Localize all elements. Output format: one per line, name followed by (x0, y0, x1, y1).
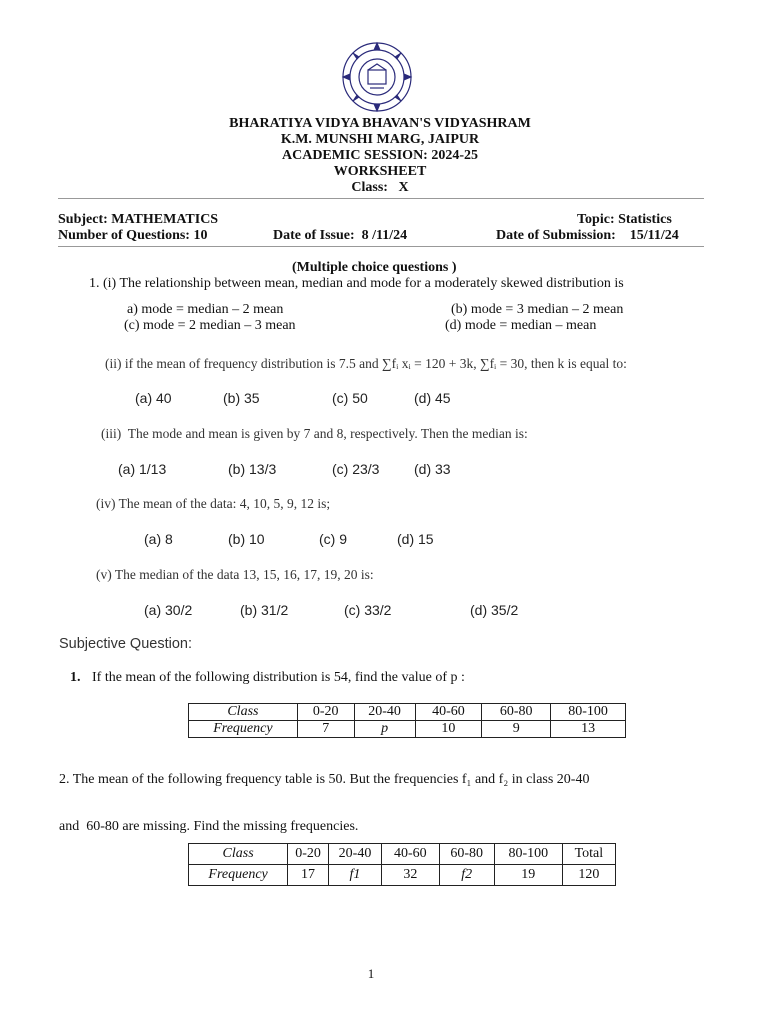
school-name: BHARATIYA VIDYA BHAVAN'S VIDYASHRAM (229, 116, 531, 131)
table-cell: Frequency (189, 865, 288, 886)
document-type: WORKSHEET (333, 164, 427, 179)
q5-option-b: (b) 31/2 (240, 602, 289, 618)
academic-session: ACADEMIC SESSION: 2024-25 (281, 148, 479, 163)
table-cell: 19 (494, 865, 562, 886)
frequency-table-2 (188, 843, 616, 886)
q2-option-d: (d) 45 (414, 390, 451, 406)
q5-option-d: (d) 35/2 (470, 602, 519, 618)
q4-option-b: (b) 10 (228, 531, 265, 547)
table-cell: 120 (562, 865, 615, 886)
table-cell: 20-40 (354, 704, 415, 721)
class-line: Class: X (351, 180, 409, 195)
subjective-q1-text: If the mean of the following distribution is 54, find the value of p : (92, 670, 465, 685)
table-cell: 9 (482, 721, 551, 738)
table-cell: 20-40 (328, 844, 381, 865)
subjective-heading: Subjective Question: (59, 636, 192, 652)
header-divider (58, 198, 704, 199)
table-cell: 13 (551, 721, 626, 738)
table-cell: 80-100 (551, 704, 626, 721)
table-cell: p (354, 721, 415, 738)
q5-option-c: (c) 33/2 (344, 602, 392, 618)
q1-option-d: (d) mode = median – mean (445, 318, 597, 333)
question-1-i: 1. (i) The relationship between mean, median and mode for a moderately skewed distribution is (89, 276, 624, 291)
question-1-ii: (ii) if the mean of frequency distribution is 7.5 and ∑fᵢ xᵢ = 120 + 3k, ∑fᵢ = 30, then k is equal to: (105, 356, 627, 371)
q3-option-b: (b) 13/3 (228, 461, 277, 477)
table-cell: 0-20 (288, 844, 329, 865)
q4-option-a: (a) 8 (144, 531, 173, 547)
date-of-submission: Date of Submission: 15/11/24 (496, 228, 679, 243)
frequency-table-1 (188, 703, 626, 738)
page-number: 1 (367, 966, 375, 981)
table-cell: Class (189, 704, 298, 721)
q4-option-d: (d) 15 (397, 531, 434, 547)
table-cell: 0-20 (297, 704, 354, 721)
table-cell: 60-80 (439, 844, 494, 865)
question-1-iii: (iii) The mode and mean is given by 7 and 8, respectively. Then the median is: (101, 426, 528, 441)
table-cell: 60-80 (482, 704, 551, 721)
table-cell: 40-60 (382, 844, 439, 865)
q5-option-a: (a) 30/2 (144, 602, 193, 618)
table-cell: Class (189, 844, 288, 865)
number-of-questions: Number of Questions: 10 (58, 228, 208, 243)
table-row (189, 844, 616, 865)
question-1-iv: (iv) The mean of the data: 4, 10, 5, 9, 12 is; (96, 496, 331, 511)
subjective-q2-line2: and 60-80 are missing. Find the missing frequencies. (59, 819, 359, 834)
date-of-issue: Date of Issue: 8 /11/24 (273, 228, 408, 243)
meta-divider (58, 246, 704, 247)
subjective-q2-line1: 2. The mean of the following frequency table is 50. But the frequencies f₁ and f₂ in class 20-40 (59, 772, 590, 787)
q1-option-c: (c) mode = 2 median – 3 mean (124, 318, 296, 333)
q3-option-d: (d) 33 (414, 461, 451, 477)
q3-option-a: (a) 1/13 (118, 461, 167, 477)
subject-label: Subject: MATHEMATICS (58, 212, 219, 227)
table-cell: 32 (382, 865, 439, 886)
table-cell: 17 (288, 865, 329, 886)
table-cell: 10 (415, 721, 482, 738)
table-row (189, 704, 626, 721)
topic-label: Topic: Statistics (577, 212, 672, 227)
table-cell: f1 (328, 865, 381, 886)
q1-option-b: (b) mode = 3 median – 2 mean (451, 302, 624, 317)
mcq-heading: (Multiple choice questions ) (292, 260, 457, 275)
q2-option-b: (b) 35 (223, 390, 260, 406)
q4-option-c: (c) 9 (319, 531, 347, 547)
table-cell: 7 (297, 721, 354, 738)
question-1-v: (v) The median of the data 13, 15, 16, 17, 19, 20 is: (96, 567, 374, 582)
table-cell: Frequency (189, 721, 298, 738)
school-emblem-logo (340, 40, 414, 114)
q3-option-c: (c) 23/3 (332, 461, 380, 477)
table-row (189, 721, 626, 738)
table-cell: 40-60 (415, 704, 482, 721)
table-row (189, 865, 616, 886)
q2-option-a: (a) 40 (135, 390, 172, 406)
school-address: K.M. MUNSHI MARG, JAIPUR (280, 132, 480, 147)
q2-option-c: (c) 50 (332, 390, 368, 406)
table-cell: f2 (439, 865, 494, 886)
table-cell: Total (562, 844, 615, 865)
table-cell: 80-100 (494, 844, 562, 865)
subjective-q1-number: 1. (70, 670, 81, 685)
q1-option-a: a) mode = median – 2 mean (127, 302, 284, 317)
